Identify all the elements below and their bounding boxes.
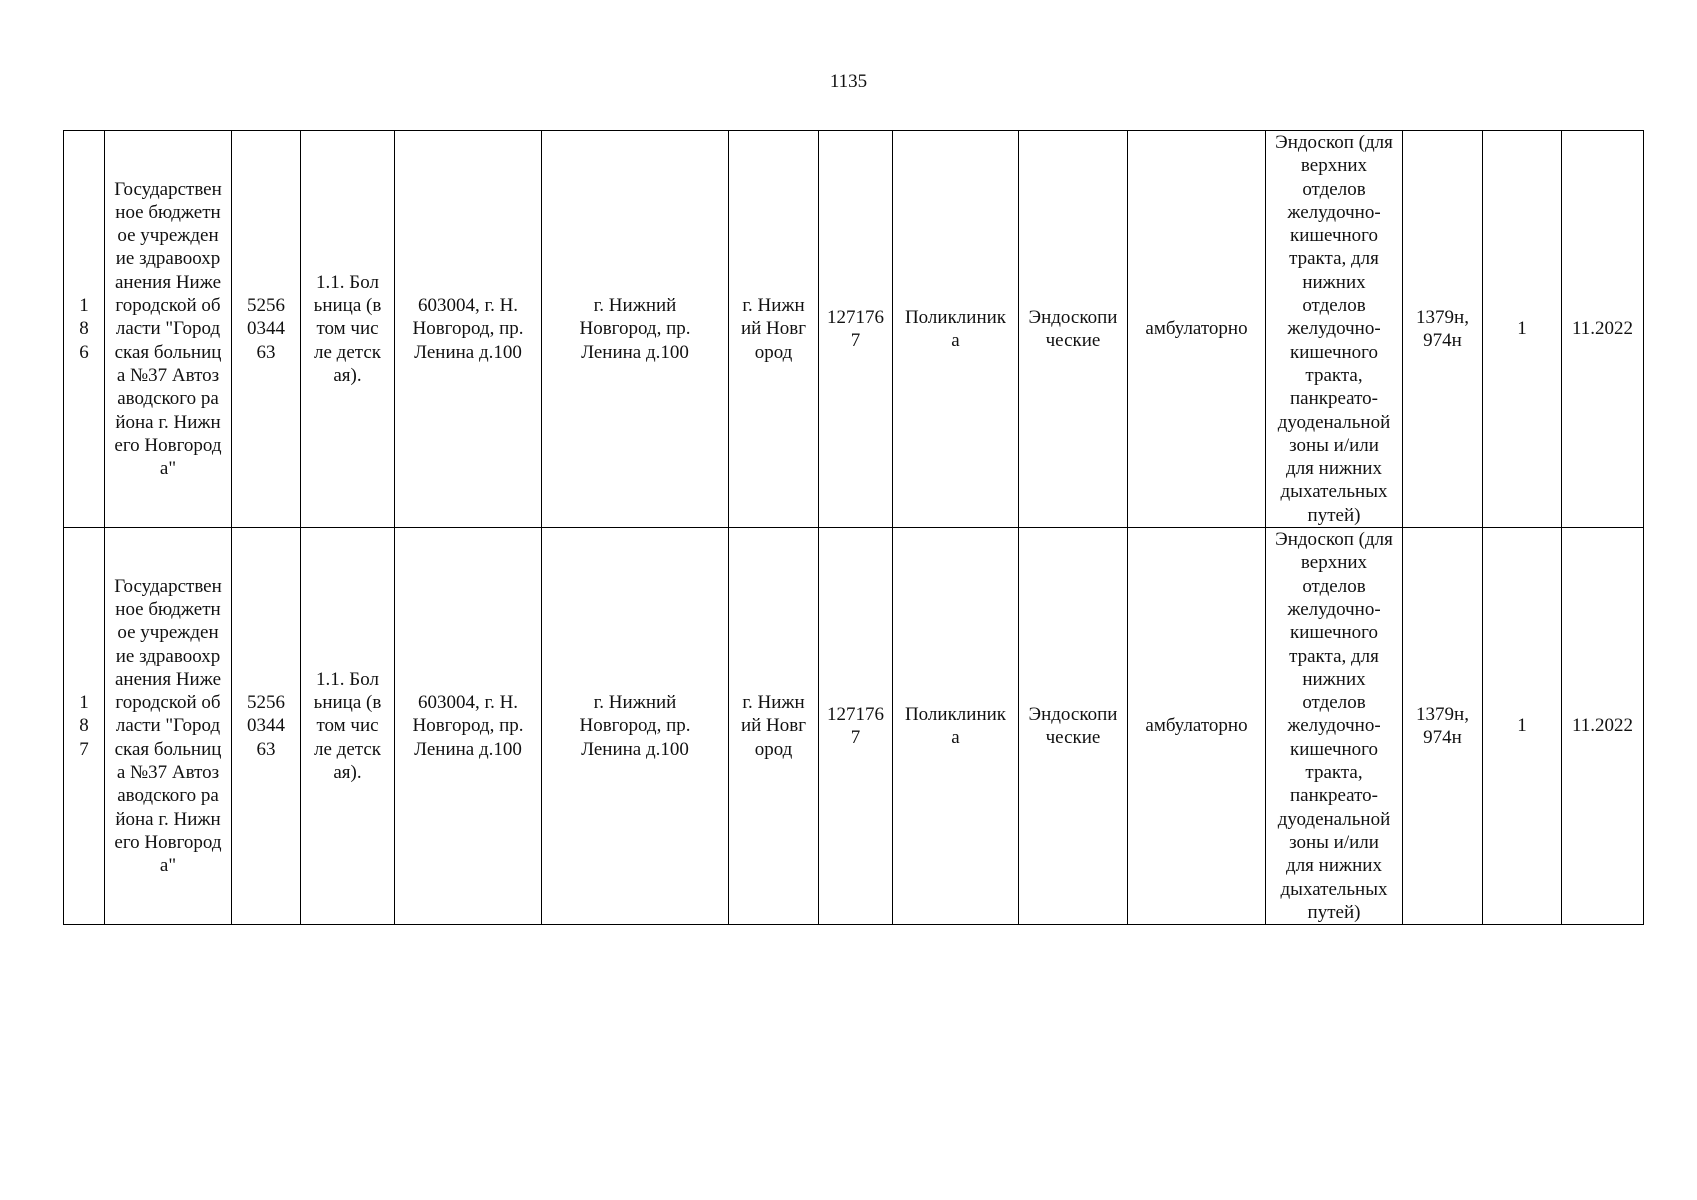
cell-inn: 5256034463 (232, 131, 301, 528)
cell-quantity: 1 (1483, 528, 1562, 925)
cell-order: 1379н, 974н (1403, 528, 1483, 925)
cell-department: Поликлиника (893, 528, 1019, 925)
cell-quantity: 1 (1483, 131, 1562, 528)
cell-care-form: амбулаторно (1128, 528, 1266, 925)
cell-legal-address: 603004, г. Н. Новгород, пр. Ленина д.100 (395, 528, 542, 925)
cell-organization: Государственное бюджетное учреждение здравоохранения Нижегородской области "Городская больница №37 Автозаводского района г. Нижнего Новгорода" (105, 131, 232, 528)
cell-city: г. Нижний Новгород (729, 131, 819, 528)
cell-date: 11.2022 (1562, 131, 1644, 528)
cell-inn: 5256034463 (232, 528, 301, 925)
cell-legal-address: 603004, г. Н. Новгород, пр. Ленина д.100 (395, 131, 542, 528)
cell-actual-address: г. Нижний Новгород, пр. Ленина д.100 (542, 131, 729, 528)
cell-care-form: амбулаторно (1128, 131, 1266, 528)
cell-row-number: 186 (64, 131, 105, 528)
cell-department: Поликлиника (893, 131, 1019, 528)
cell-equipment-type: Эндоскопические (1019, 528, 1128, 925)
cell-category: 1.1. Больница (в том числе детская). (301, 528, 395, 925)
table-row (64, 131, 1644, 528)
cell-order: 1379н, 974н (1403, 131, 1483, 528)
cell-equipment: Эндоскоп (для верхних отделов желудочно-кишечного тракта, для нижних отделов желудочно-кишечного тракта, панкреато-дуоденальной зоны и/или для нижних дыхательных путей) (1266, 528, 1403, 925)
cell-actual-address: г. Нижний Новгород, пр. Ленина д.100 (542, 528, 729, 925)
equipment-table (63, 130, 1644, 925)
cell-code: 1271767 (819, 528, 893, 925)
cell-equipment: Эндоскоп (для верхних отделов желудочно-кишечного тракта, для нижних отделов желудочно-кишечного тракта, панкреато-дуоденальной зоны и/или для нижних дыхательных путей) (1266, 131, 1403, 528)
table-row (64, 528, 1644, 925)
cell-code: 1271767 (819, 131, 893, 528)
cell-city: г. Нижний Новгород (729, 528, 819, 925)
cell-row-number: 187 (64, 528, 105, 925)
cell-equipment-type: Эндоскопические (1019, 131, 1128, 528)
cell-date: 11.2022 (1562, 528, 1644, 925)
cell-category: 1.1. Больница (в том числе детская). (301, 131, 395, 528)
cell-organization: Государственное бюджетное учреждение здравоохранения Нижегородской области "Городская больница №37 Автозаводского района г. Нижнего Новгорода" (105, 528, 232, 925)
page-number: 1135 (829, 71, 868, 92)
